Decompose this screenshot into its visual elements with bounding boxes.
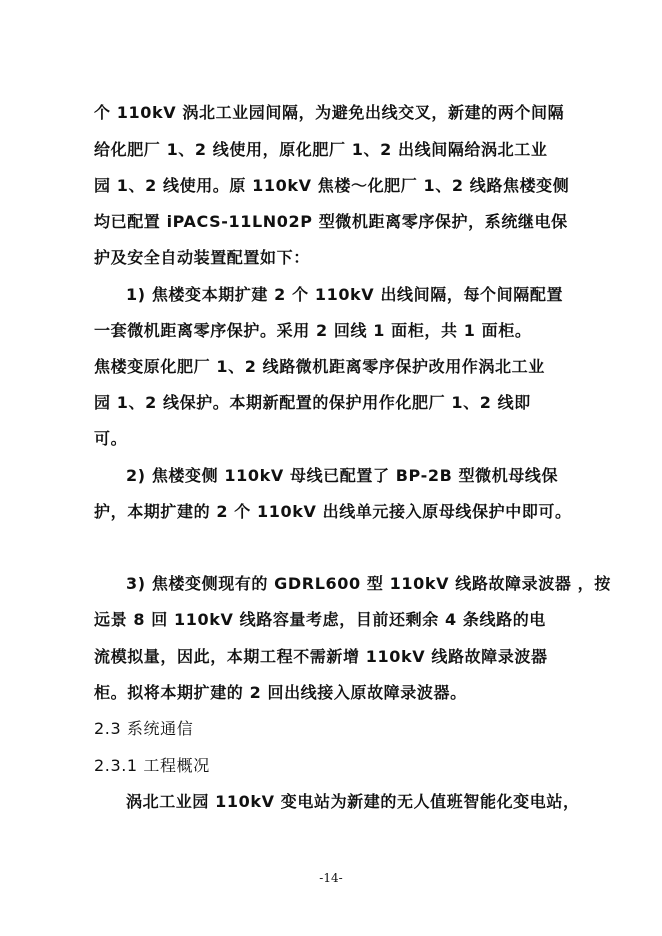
- text-line: 园 1、2 线保护。本期新配置的保护用作化肥厂 1、2 线即: [94, 393, 531, 412]
- text-line: 流模拟量，因此，本期工程不需新增 110kV 线路故障录波器: [94, 647, 548, 666]
- text-line: 柜。拟将本期扩建的 2 回出线接入原故障录波器。: [94, 683, 467, 702]
- text-line: 3) 焦楼变侧现有的 GDRL600 型 110kV 线路故障录波器 ，按: [126, 574, 611, 593]
- text-line: 护及安全自动装置配置如下：: [94, 248, 310, 267]
- text-line: 1) 焦楼变本期扩建 2 个 110kV 出线间隔，每个间隔配置: [126, 285, 564, 304]
- text-line: 护，本期扩建的 2 个 110kV 出线单元接入原母线保护中即可。: [94, 502, 572, 521]
- text-line: 个 110kV 涡北工业园间隔，为避免出线交叉，新建的两个间隔: [94, 103, 565, 122]
- text-line: 焦楼变原化肥厂 1、2 线路微机距离零序保护改用作涡北工业: [94, 357, 545, 376]
- page-number: -14-: [319, 871, 343, 885]
- text-line: 涡北工业园 110kV 变电站为新建的无人值班智能化变电站，: [126, 792, 580, 811]
- text-line: 均已配置 iPACS-11LN02P 型微机距离零序保护，系统继电保: [94, 212, 568, 231]
- section-heading: 2.3 系统通信: [94, 719, 194, 738]
- subsection-heading: 2.3.1 工程概况: [94, 756, 210, 775]
- text-line: 可。: [94, 429, 128, 448]
- text-line: 给化肥厂 1、2 线使用，原化肥厂 1、2 出线间隔给涡北工业: [94, 140, 548, 159]
- text-line: 远景 8 回 110kV 线路容量考虑，目前还剩余 4 条线路的电: [94, 610, 546, 629]
- text-line: 园 1、2 线使用。原 110kV 焦楼～化肥厂 1、2 线路焦楼变侧: [94, 176, 570, 195]
- text-line: 2) 焦楼变侧 110kV 母线已配置了 BP-2B 型微机母线保: [126, 466, 559, 485]
- text-line: 一套微机距离零序保护。采用 2 回线 1 面柜，共 1 面柜。: [94, 321, 532, 340]
